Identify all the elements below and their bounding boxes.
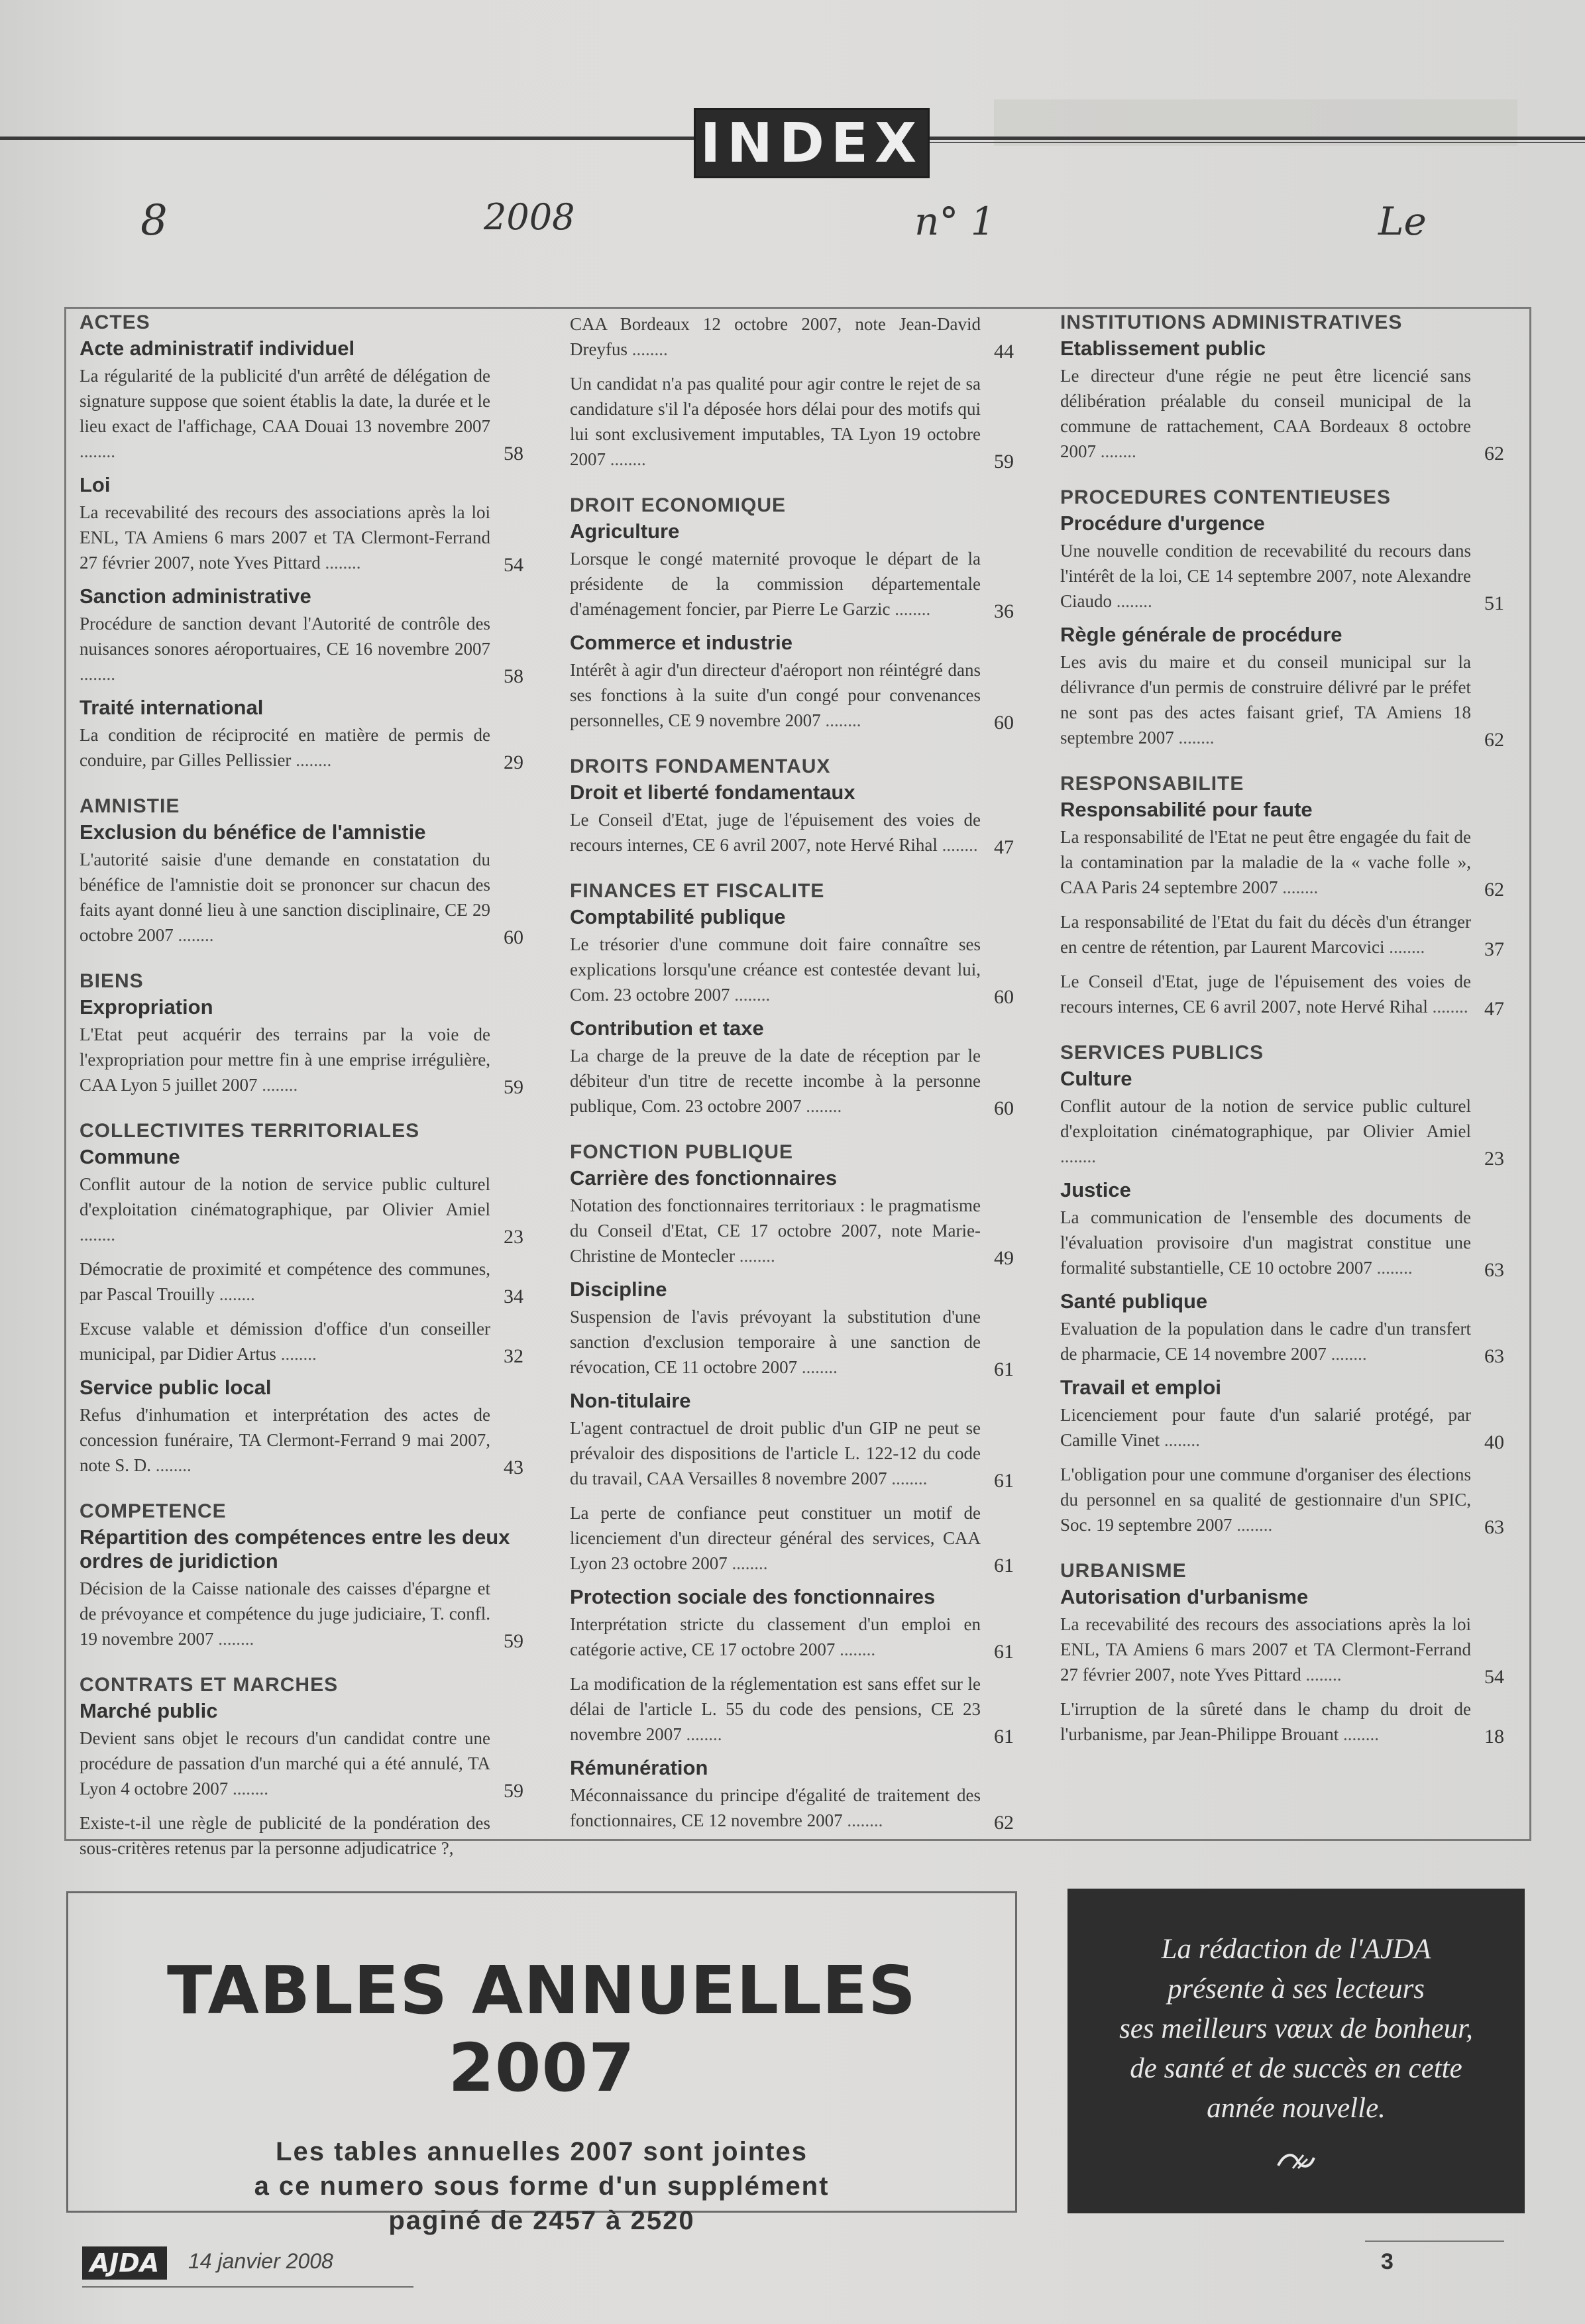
index-entry: [570, 1043, 1014, 1119]
leader-dots: ........: [727, 1553, 768, 1573]
page-reference: 59: [504, 1076, 523, 1098]
index-entry: [570, 546, 1014, 622]
index-entry-text: Conflit autour de la notion de service public culturel d'exploitation cinématographique, par Olivier Amiel: [1060, 1096, 1471, 1141]
ajda-logo: AJDA: [82, 2246, 167, 2280]
page-reference: 59: [504, 1630, 523, 1652]
leader-dots: ........: [1301, 1665, 1342, 1685]
index-entry-text: Lorsque le congé maternité provoque le départ de la présidente de la commission départementale d'aménagement foncier, par Pierre Le Garzic: [570, 549, 981, 619]
leader-dots: ........: [291, 750, 332, 770]
leader-dots: ........: [1160, 1430, 1200, 1450]
index-entry: [570, 932, 1014, 1007]
section-title: ACTES: [80, 311, 150, 333]
subsection-title: Santé publique: [1060, 1290, 1208, 1313]
leader-dots: ........: [320, 553, 361, 573]
subsection-title: Responsabilité pour faute: [1060, 798, 1313, 821]
index-entry: [80, 363, 523, 464]
leader-dots: ........: [1326, 1344, 1367, 1364]
page-reference: 63: [1484, 1259, 1504, 1281]
index-entry-text: Démocratie de proximité et compétence des communes, par Pascal Trouilly: [80, 1259, 490, 1304]
subsection-title: Droit et liberté fondamentaux: [570, 781, 855, 804]
index-entry-text: L'irruption de la sûreté dans le champ du droit de l'urbanisme, par Jean-Philippe Brouant: [1060, 1699, 1471, 1744]
index-entry: [570, 807, 1014, 858]
subsection-title: Sanction administrative: [80, 584, 311, 608]
index-entry: [1060, 1316, 1504, 1366]
page-reference: 40: [1484, 1431, 1504, 1453]
page-reference: 34: [504, 1286, 523, 1307]
subsection-title: Acte administratif individuel: [80, 337, 355, 360]
section-title: INSTITUTIONS ADMINISTRATIVES: [1060, 311, 1403, 333]
leader-dots: ........: [937, 835, 978, 855]
index-entry-text: L'autorité saisie d'une demande en constatation du bénéfice de l'amnistie doit se prononcer sur chacun des faits ayant donné lieu à une sanction disciplinaire, CE 29 octobre 2007: [80, 850, 490, 945]
index-entry: [80, 611, 523, 687]
subsection-title: Traité international: [80, 696, 264, 719]
index-entry: [570, 371, 1014, 472]
page-reference: 47: [1484, 998, 1504, 1020]
page-reference: 54: [504, 554, 523, 576]
index-entry: [570, 1500, 1014, 1576]
tables-annuelles-text: [68, 2134, 1015, 2238]
index-entry-text: Les avis du maire et du conseil municipal sur la délivrance d'un permis de construire délivré par le préfet ne sont pas des actes faisant grief, TA Amiens 18 septembre 2007: [1060, 652, 1471, 747]
index-entry-text: La recevabilité des recours des associations après la loi ENL, TA Amiens 6 mars 2007 et TA Clermont-Ferrand 27 février 2007, note Yves Pittard: [1060, 1614, 1471, 1685]
page-reference: 63: [1484, 1345, 1504, 1367]
subsection-title: Carrière des fonctionnaires: [570, 1166, 838, 1190]
section-title: URBANISME: [1060, 1560, 1187, 1582]
index-entry-text: Notation des fonctionnaires territoriaux : le pragmatisme du Conseil d'Etat, CE 17 octobre 2007, note Marie-Christine de Montecler: [570, 1195, 981, 1266]
page-reference: 23: [1484, 1148, 1504, 1170]
leader-dots: ........: [1384, 937, 1425, 957]
subsection-title: Travail et emploi: [1060, 1376, 1221, 1399]
index-entry: [1060, 1205, 1504, 1280]
page-reference: 62: [1484, 443, 1504, 465]
leader-dots: ........: [730, 985, 771, 1005]
greeting-line: présente à ses lecteurs: [1167, 1973, 1425, 2005]
subsection-title: Comptabilité publique: [570, 905, 786, 928]
leader-dots: ........: [842, 1810, 883, 1830]
index-entry: [80, 1402, 523, 1478]
page-reference: 36: [994, 600, 1014, 622]
leader-dots: ........: [1174, 728, 1215, 747]
page-reference: 62: [1484, 729, 1504, 751]
section-title: SERVICES PUBLICS: [1060, 1042, 1264, 1064]
index-entry-text: Une nouvelle condition de recevabilité du recours dans l'intérêt de la loi, CE 14 septembre 2007, note Alexandre Ciaudo: [1060, 541, 1471, 611]
index-entry-text: Devient sans objet le recours d'un candidat contre une procédure de passation d'un marché qui a été annulé, TA Lyon 4 octobre 2007: [80, 1728, 490, 1798]
index-entry: [80, 1172, 523, 1247]
tables-annuelles-title: TABLES ANNUELLES 2007: [167, 1952, 916, 2107]
index-entry-text: La modification de la réglementation est sans effet sur le délai de l'article L. 55 du code des pensions, CE 23 novembre 2007: [570, 1674, 981, 1744]
subsection-title: Commune: [80, 1145, 180, 1168]
index-entry: [80, 1316, 523, 1366]
page-number: 3: [1381, 2249, 1394, 2274]
leader-dots: ........: [801, 1096, 842, 1116]
tables-line: paginé de 2457 à 2520: [388, 2206, 695, 2235]
index-entry: [80, 722, 523, 773]
index-entry-text: Licenciement pour faute d'un salarié protégé, par Camille Vinet: [1060, 1405, 1471, 1450]
page-reference: 61: [994, 1555, 1014, 1577]
leader-dots: ........: [151, 1455, 191, 1475]
index-entry: [570, 1612, 1014, 1662]
greeting-line: ses meilleurs vœux de bonheur,: [1119, 2013, 1473, 2044]
index-entry: [570, 1304, 1014, 1380]
subsection-title: Rémunération: [570, 1756, 708, 1779]
index-entry: [1060, 969, 1504, 1019]
leader-dots: ........: [627, 339, 668, 359]
subsection-title: Protection sociale des fonctionnaires: [570, 1585, 936, 1608]
index-column-1: [80, 311, 523, 1870]
index-entry-text: Un candidat n'a pas qualité pour agir contre le rejet de sa candidature s'il l'a déposée hors délai pour des motifs qui lui sont exclusivement imputables, TA Lyon 19 octobre 2007: [570, 374, 981, 469]
index-entry: [570, 1671, 1014, 1747]
subsection-title: Autorisation d'urbanisme: [1060, 1585, 1309, 1608]
index-entry-text: CAA Bordeaux 12 octobre 2007, note Jean-David Dreyfus: [570, 314, 981, 359]
page-reference: 23: [504, 1226, 523, 1248]
page-reference: 62: [1484, 879, 1504, 901]
index-entry: [570, 1415, 1014, 1491]
page-reference: 58: [504, 443, 523, 465]
section-title: COLLECTIVITES TERRITORIALES: [80, 1120, 420, 1142]
subsection-title: Commerce et industrie: [570, 631, 792, 654]
footer-date: 14 janvier 2008: [188, 2249, 333, 2273]
index-title-box: [694, 108, 930, 178]
leader-dots: ........: [1060, 1146, 1096, 1166]
page-reference: 47: [994, 836, 1014, 858]
index-entry-text: Refus d'inhumation et interprétation des actes de concession funéraire, TA Clermont-Ferrand 9 mai 2007, note S. D.: [80, 1405, 490, 1475]
page-reference: 60: [994, 1097, 1014, 1119]
subsection-title: Discipline: [570, 1278, 667, 1301]
handwriting-issue: n° 1: [914, 199, 995, 244]
greeting-box: [1067, 1889, 1525, 2213]
handwriting-year: 2008: [484, 196, 575, 238]
index-entry: [1060, 824, 1504, 900]
page-reference: 60: [994, 986, 1014, 1008]
index-entry-text: Excuse valable et démission d'office d'un conseiller municipal, par Didier Artus: [80, 1319, 490, 1364]
section-title: DROIT ECONOMIQUE: [570, 494, 787, 516]
index-entry: [570, 1193, 1014, 1268]
leader-dots: ........: [80, 664, 115, 684]
page-reference: 54: [1484, 1666, 1504, 1688]
greeting-line: année nouvelle.: [1207, 2093, 1386, 2124]
section-title: FINANCES ET FISCALITE: [570, 880, 825, 902]
ornament-icon: [1273, 2148, 1319, 2175]
leader-dots: ........: [835, 1639, 876, 1659]
index-entry-text: La recevabilité des recours des associations après la loi ENL, TA Amiens 6 mars 2007 et TA Clermont-Ferrand 27 février 2007, note Yves Pittard: [80, 502, 490, 573]
leader-dots: ........: [1427, 997, 1468, 1017]
index-entry: [80, 1810, 523, 1861]
page-reference: 59: [504, 1780, 523, 1802]
index-entry: [1060, 538, 1504, 614]
page-reference: 59: [994, 451, 1014, 472]
leader-dots: ........: [173, 925, 214, 945]
page-reference: 61: [994, 1358, 1014, 1380]
section-title: PROCEDURES CONTENTIEUSES: [1060, 486, 1392, 508]
section-title: FONCTION PUBLIQUE: [570, 1141, 793, 1163]
tables-line: Les tables annuelles 2007 sont jointes: [276, 2137, 808, 2166]
leader-dots: ........: [606, 449, 646, 469]
index-entry-text: Méconnaissance du principe d'égalité de traitement des fonctionnaires, CE 12 novembre 2007: [570, 1785, 981, 1830]
subsection-title: Loi: [80, 473, 111, 496]
index-entry: [570, 1783, 1014, 1833]
section-title: AMNISTIE: [80, 795, 180, 817]
leader-dots: ........: [276, 1344, 317, 1364]
leader-dots: ........: [734, 1246, 775, 1266]
index-entry-text: La régularité de la publicité d'un arrêté de délégation de signature suppose que soient établis la date, la durée et le lieu exact de l'affichage, CAA Douai 13 novembre 2007: [80, 366, 490, 436]
index-entry-text: Procédure de sanction devant l'Autorité de contrôle des nuisances sonores aéroportuaires, CE 16 novembre 2007: [80, 614, 490, 659]
index-entry: [1060, 1612, 1504, 1687]
tables-line: a ce numero sous forme d'un supplément: [254, 2172, 830, 2201]
index-entry: [570, 311, 1014, 362]
page-reference: 37: [1484, 938, 1504, 960]
subsection-title: Justice: [1060, 1178, 1131, 1201]
index-entry: [1060, 1402, 1504, 1453]
index-entry-text: Intérêt à agir d'un directeur d'aéroport non réintégré dans ses fonctions à la suite d'un congé pour convenances personnelles, CE 9 novembre 2007: [570, 660, 981, 730]
leader-dots: ........: [228, 1779, 268, 1798]
index-entry: [1060, 649, 1504, 750]
index-entry-text: La communication de l'ensemble des documents de l'évaluation provisoire d'un magistrat constitue une formalité substantielle, CE 10 octobre 2007: [1060, 1207, 1471, 1278]
index-entry-text: La condition de réciprocité en matière de permis de conduire, par Gilles Pellissier: [80, 725, 490, 770]
leader-dots: ........: [820, 710, 861, 730]
handwriting-note: Le: [1378, 199, 1427, 244]
index-entry: [1060, 1696, 1504, 1747]
page-reference: 61: [994, 1726, 1014, 1747]
section-title: CONTRATS ET MARCHES: [80, 1674, 339, 1696]
leader-dots: ........: [887, 1468, 928, 1488]
section-title: BIENS: [80, 970, 144, 992]
leader-dots: ........: [1096, 441, 1136, 461]
subsection-title: Non-titulaire: [570, 1389, 691, 1412]
page-reference: 51: [1484, 592, 1504, 614]
index-entry-text: Décision de la Caisse nationale des caisses d'épargne et de prévoyance et compétence du juge judiciaire, T. confl. 19 novembre 2007: [80, 1578, 490, 1649]
subsection-title: Agriculture: [570, 520, 680, 543]
index-entry: [80, 1022, 523, 1097]
index-title: INDEX: [700, 111, 924, 175]
index-entry-text: Conflit autour de la notion de service public culturel d'exploitation cinématographique, par Olivier Amiel: [80, 1174, 490, 1219]
page-reference: 44: [994, 341, 1014, 362]
page-reference: 61: [994, 1641, 1014, 1663]
index-entry-text: L'agent contractuel de droit public d'un GIP ne peut se prévaloir des dispositions de l'article L. 122-12 du code du travail, CAA Versailles 8 novembre 2007: [570, 1418, 981, 1488]
subsection-title: Marché public: [80, 1699, 218, 1722]
index-entry-text: La perte de confiance peut constituer un motif de licenciement d'un directeur général des services, CAA Lyon 23 octobre 2007: [570, 1503, 981, 1573]
page-reference: 62: [994, 1812, 1014, 1834]
index-entry-text: L'obligation pour une commune d'organiser des élections du personnel en sa qualité de gestionnaire d'un SPIC, Soc. 19 septembre 2007: [1060, 1465, 1471, 1535]
subsection-title: Expropriation: [80, 995, 213, 1019]
section-title: RESPONSABILITE: [1060, 773, 1244, 795]
index-entry: [1060, 909, 1504, 960]
subsection-title: Procédure d'urgence: [1060, 512, 1265, 535]
leader-dots: ........: [797, 1357, 838, 1377]
leader-dots: ........: [257, 1075, 298, 1095]
index-column-3: [1060, 311, 1504, 1756]
section-title: DROITS FONDAMENTAUX: [570, 755, 831, 777]
leader-dots: ........: [80, 1225, 115, 1245]
index-entry-text: La charge de la preuve de la date de réception par le débiteur d'un titre de recette incombe à la personne publique, Com. 23 octobre 2007: [570, 1046, 981, 1116]
page-reference: 58: [504, 665, 523, 687]
index-entry-text: La responsabilité de l'Etat ne peut être engagée du fait de la contamination par la maladie de la « vache folle », CAA Paris 24 septembre 2007: [1060, 827, 1471, 897]
subsection-title: Règle générale de procédure: [1060, 623, 1342, 646]
page-reference: 49: [994, 1247, 1014, 1269]
index-entry: [80, 847, 523, 948]
index-entry-text: La responsabilité de l'Etat du fait du décès d'un étranger en centre de rétention, par Laurent Marcovici: [1060, 912, 1471, 957]
index-entry-text: Evaluation de la population dans le cadre d'un transfert de pharmacie, CE 14 novembre 2007: [1060, 1319, 1471, 1364]
subsection-title: Culture: [1060, 1067, 1132, 1090]
page-reference: 61: [994, 1470, 1014, 1492]
index-entry-text: Suspension de l'avis prévoyant la substitution d'une sanction d'exclusion temporaire à une sanction de révocation, CE 11 octobre 2007: [570, 1307, 981, 1377]
greeting-line: de santé et de succès en cette: [1130, 2053, 1462, 2084]
index-entry: [80, 1256, 523, 1307]
index-entry: [1060, 1093, 1504, 1169]
leader-dots: ........: [213, 1629, 254, 1649]
subsection-title: Exclusion du bénéfice de l'amnistie: [80, 820, 426, 844]
index-entry: [570, 657, 1014, 733]
header-rule-secondary: [928, 142, 1585, 143]
leader-dots: ........: [890, 599, 931, 619]
footer-rule: [82, 2286, 413, 2288]
tables-annuelles-box: [66, 1891, 1017, 2235]
handwriting-volume: 8: [140, 196, 168, 245]
index-entry-text: Interprétation stricte du classement d'un emploi en catégorie active, CE 17 octobre 2007: [570, 1614, 981, 1659]
index-entry: [80, 1576, 523, 1651]
leader-dots: ........: [681, 1724, 722, 1744]
index-entry-text: Existe-t-il une règle de publicité de la pondération des sous-critères retenus par la personne adjudicatrice ?,: [80, 1813, 490, 1858]
page-reference: 29: [504, 751, 523, 773]
subsection-title: Répartition des compétences entre les deux ordres de juridiction: [80, 1525, 510, 1573]
page-reference: 18: [1484, 1726, 1504, 1747]
page-reference: 32: [504, 1345, 523, 1367]
page-reference: 43: [504, 1457, 523, 1478]
leader-dots: ........: [1232, 1515, 1273, 1535]
subsection-title: Contribution et taxe: [570, 1017, 764, 1040]
index-entry: [80, 500, 523, 575]
index-entry: [1060, 1462, 1504, 1537]
subsection-title: Etablissement public: [1060, 337, 1266, 360]
section-title: COMPETENCE: [80, 1500, 227, 1522]
index-entry-text: Le Conseil d'Etat, juge de l'épuisement des voies de recours internes, CE 6 avril 2007, note Hervé Rihal: [570, 810, 981, 855]
leader-dots: ........: [1372, 1258, 1413, 1278]
index-entry-text: Le Conseil d'Etat, juge de l'épuisement des voies de recours internes, CE 6 avril 2007, note Hervé Rihal: [1060, 971, 1471, 1017]
subsection-title: Service public local: [80, 1376, 272, 1399]
leader-dots: ........: [215, 1284, 255, 1304]
index-entry: [1060, 363, 1504, 464]
leader-dots: ........: [1278, 877, 1319, 897]
index-column-2: [570, 311, 1014, 1842]
index-entry: [80, 1726, 523, 1801]
leader-dots: ........: [1112, 591, 1152, 611]
page-reference: 60: [504, 926, 523, 948]
index-entry-text: L'Etat peut acquérir des terrains par la voie de l'expropriation pour mettre fin à une emprise irrégulière, CAA Lyon 5 juillet 2007: [80, 1024, 490, 1095]
footer-rule-right: [1365, 2241, 1504, 2242]
index-entry-text: Le directeur d'une régie ne peut être licencié sans délibération préalable du conseil municipal de la commune de rattachement, CAA Bordeaux 8 octobre 2007: [1060, 366, 1471, 461]
leader-dots: ........: [1339, 1724, 1380, 1744]
index-entry-text: Le trésorier d'une commune doit faire connaître ses explications lorsqu'une créance est contestée devant lui, Com. 23 octobre 2007: [570, 934, 981, 1005]
leader-dots: ........: [80, 441, 115, 461]
page-reference: 60: [994, 712, 1014, 734]
page-reference: 63: [1484, 1516, 1504, 1538]
greeting-line: La rédaction de l'AJDA: [1161, 1934, 1431, 1965]
